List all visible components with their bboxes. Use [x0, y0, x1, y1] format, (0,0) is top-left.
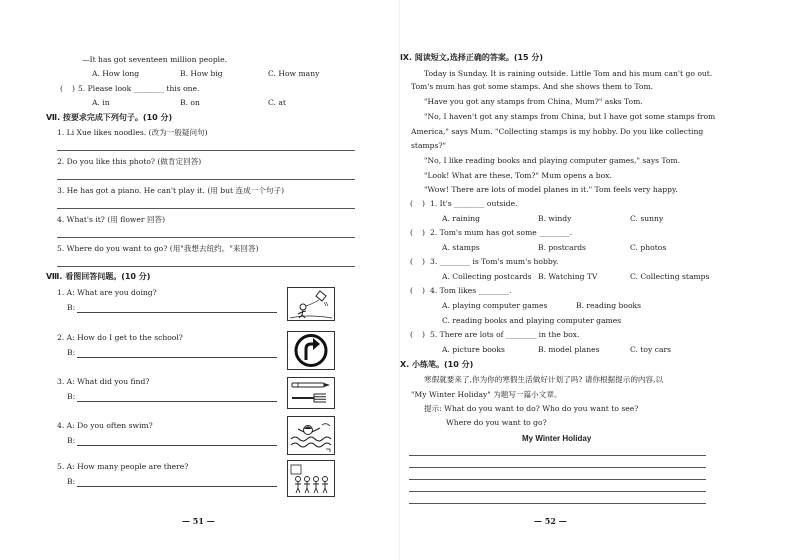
essay-line-1[interactable] — [409, 455, 706, 456]
q5r-paren-close: ) — [422, 330, 425, 339]
q5-option-c: C. at — [268, 98, 286, 107]
section7-item-3: 3. He has got a piano. He can't play it. (用 but 连成一个句子) — [57, 186, 285, 195]
b-answer-line-2[interactable] — [77, 357, 277, 358]
kite-picture — [287, 287, 335, 321]
pen-and-fork-picture — [287, 377, 335, 409]
q1-paren-close: ) — [422, 199, 425, 208]
essay-title: My Winter Holiday — [522, 434, 592, 443]
q5-paren-open: ( — [60, 84, 63, 93]
q1-paren-open[interactable]: ( — [410, 199, 413, 208]
q4-text: 4. Tom likes ________. — [430, 286, 512, 295]
section8-item-1: 1. A: What are you doing? — [57, 288, 157, 297]
essay-line-3[interactable] — [409, 479, 706, 480]
pen-fork-icon — [288, 378, 334, 408]
answer-line-2[interactable] — [57, 179, 355, 180]
q4-option-c: C. How many — [268, 69, 320, 78]
b-label-4: B: — [67, 436, 76, 445]
q4-option-a: A. playing computer games — [442, 301, 548, 310]
passage-line-6: stamps?" — [411, 141, 446, 150]
section7-item-5: 5. Where do you want to go? (用"我想去纽约。"来回答) — [57, 244, 259, 253]
section10-intro-2: "My Winter Holiday" 为题写一篇小文章。 — [411, 390, 562, 399]
section8-item-2: 2. A: How do I get to the school? — [57, 333, 183, 342]
people-picture — [287, 460, 335, 497]
b-label-2: B: — [67, 348, 76, 357]
page-number-right: — 52 — — [534, 516, 567, 526]
q5r-paren-open[interactable]: ( — [410, 330, 413, 339]
q5r-option-c: C. toy cars — [630, 345, 672, 354]
q3-option-a: A. Collecting postcards — [442, 272, 532, 281]
q4-paren-close: ) — [422, 286, 425, 295]
passage-line-3: "Have you got any stamps from China, Mum?" asks Tom. — [424, 97, 643, 106]
q4-paren-open[interactable]: ( — [410, 286, 413, 295]
swimming-picture — [287, 416, 335, 455]
q5r-option-b: B. model planes — [538, 345, 600, 354]
q2-paren-close: ) — [422, 228, 425, 237]
q3-paren-open[interactable]: ( — [410, 257, 413, 266]
q1-option-b: B. windy — [538, 214, 572, 223]
right-page — [400, 0, 800, 560]
turn-right-sign-picture — [287, 331, 335, 370]
answer-line-4[interactable] — [57, 237, 355, 238]
b-answer-line-5[interactable] — [77, 486, 277, 487]
page-number-left: — 51 — — [182, 516, 215, 526]
q1-option-a: A. raining — [442, 214, 480, 223]
section10-hint-2: Where do you want to go? — [446, 418, 547, 427]
q4-option-a: A. How long — [92, 69, 140, 78]
q3-text: 3. ________ is Tom's mum's hobby. — [430, 257, 559, 266]
q3-option-c: C. Collecting stamps — [630, 272, 710, 281]
answer-line-3[interactable] — [57, 208, 355, 209]
section7-item-4: 4. What's it? (用 flower 回答) — [57, 215, 166, 224]
section8-item-4: 4. A: Do you often swim? — [57, 421, 153, 430]
essay-line-4[interactable] — [409, 491, 706, 492]
q5-option-b: B. on — [180, 98, 200, 107]
passage-line-2: Tom's mum has got some stamps. And she shows them to Tom. — [411, 82, 654, 91]
answer-line-5[interactable] — [57, 266, 355, 267]
q4-option-b: B. How big — [180, 69, 223, 78]
people-group-icon — [288, 461, 334, 496]
passage-line-9: "Wow! There are lots of model planes in it." Tom feels very happy. — [424, 185, 678, 194]
q3-paren-close: ) — [422, 257, 425, 266]
b-answer-line-4[interactable] — [77, 445, 277, 446]
essay-line-5[interactable] — [409, 503, 706, 504]
b-label-3: B: — [67, 392, 76, 401]
essay-line-2[interactable] — [409, 467, 706, 468]
q2-paren-open[interactable]: ( — [410, 228, 413, 237]
passage-line-5: America," says Mum. "Collecting stamps is my hobby. Do you like collecting — [411, 127, 704, 136]
b-label-1: B: — [67, 303, 76, 312]
passage-line-8: "Look! What are these, Tom?" Mum opens a box. — [424, 171, 612, 180]
passage-line-4: "No, I haven't got any stamps from China, but I have got some stamps from — [424, 112, 716, 121]
section9-title: Ⅸ. 阅读短文,选择正确的答案。(15 分) — [400, 53, 544, 62]
q1-text: 1. It's ________ outside. — [430, 199, 518, 208]
q4-option-c: C. reading books and playing computer games — [442, 316, 622, 325]
section10-title: Ⅹ. 小练笔。(10 分) — [400, 360, 474, 369]
answer-line: —It has got seventeen million people. — [82, 55, 228, 64]
passage-line-1: Today is Sunday. It is raining outside. Little Tom and his mum can't go out. — [424, 69, 713, 78]
swimmer-icon — [288, 417, 334, 454]
q5-option-a: A. in — [92, 98, 110, 107]
q2-option-c: C. photos — [630, 243, 667, 252]
q1-option-c: C. sunny — [630, 214, 664, 223]
section10-intro-1: 寒假就要来了,你为你的寒假生活做好计划了吗? 请你根据提示的内容,以 — [424, 375, 664, 384]
q4-option-b: B. reading books — [576, 301, 642, 310]
section10-hint-1: 提示: What do you want to do? Who do you want to see? — [424, 404, 639, 413]
section7-title: Ⅶ. 按要求完成下列句子。(10 分) — [46, 113, 173, 122]
passage-line-7: "No, I like reading books and playing computer games," says Tom. — [424, 156, 681, 165]
q2-option-a: A. stamps — [442, 243, 480, 252]
b-label-5: B: — [67, 477, 76, 486]
answer-line-1[interactable] — [57, 150, 355, 151]
section8-item-3: 3. A: What did you find? — [57, 377, 150, 386]
section7-item-1: 1. Li Xue likes noodles. (改为一般疑问句) — [57, 128, 208, 137]
q5-question: 5. Please look ________ this one. — [78, 84, 200, 93]
turn-right-icon — [288, 332, 334, 369]
section8-item-5: 5. A: How many people are there? — [57, 462, 189, 471]
b-answer-line-3[interactable] — [77, 401, 277, 402]
q5-paren-close: ) — [72, 84, 75, 93]
q3-option-b: B. Watching TV — [538, 272, 598, 281]
section8-title: Ⅷ. 看图回答问题。(10 分) — [46, 272, 151, 281]
kite-icon — [288, 288, 334, 320]
q2-text: 2. Tom's mum has got some ________. — [430, 228, 573, 237]
q5r-option-a: A. picture books — [442, 345, 505, 354]
q5r-text: 5. There are lots of ________ in the box. — [430, 330, 580, 339]
section7-item-2: 2. Do you like this photo? (做肯定回答) — [57, 157, 202, 166]
q2-option-b: B. postcards — [538, 243, 586, 252]
b-answer-line-1[interactable] — [77, 312, 277, 313]
